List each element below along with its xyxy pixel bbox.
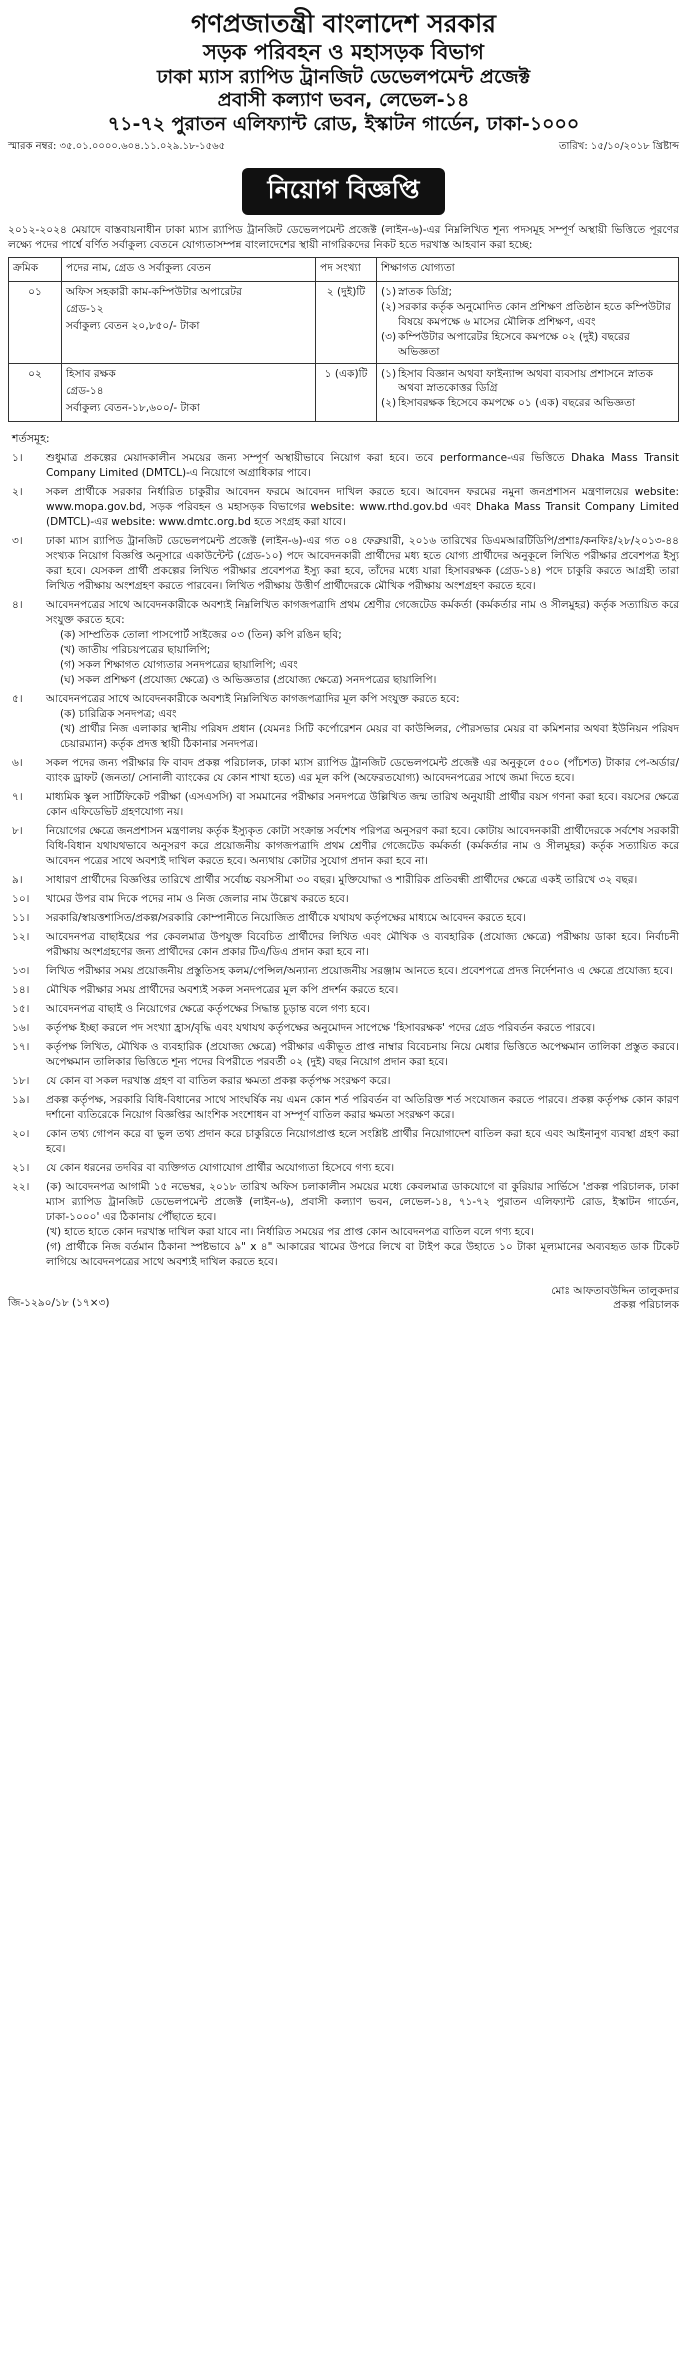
term-number: ১৬। (12, 1021, 30, 1034)
term-item (8, 1093, 679, 1123)
term-text: সাধারণ প্রার্থীদের বিজ্ঞপ্তির তারিখে প্রার্থীর সর্বোচ্চ বয়সসীমা ৩০ বছর। মুক্তিযোদ্ধা ও শারীরিক প্রতিবন্ধী প্রার্থীদের ক্ষেত্রে একই তারিখে ৩২ বছর। (46, 873, 638, 886)
term-body (46, 534, 679, 594)
term-body (46, 930, 679, 960)
term-body (46, 964, 679, 979)
term-body (46, 1040, 679, 1070)
term-number: ২০। (12, 1127, 30, 1140)
signer-title: প্রকল্প পরিচালক (613, 1299, 679, 1312)
row-qualification (377, 363, 679, 421)
term-number: ১১। (12, 911, 30, 924)
term-item (8, 756, 679, 786)
term-item (8, 824, 679, 869)
term-number: ৯। (12, 873, 23, 886)
term-text: আবেদনপত্র বাছাইয়ের পর কেবলমাত্র উপযুক্ত বিবেচিত প্রার্থীদের লিখিত এবং মৌখিক ও ব্যবহারিক (প্রযোজ্য ক্ষেত্রে) পরীক্ষায় ডাকা হবে। নির্বাচনী পরীক্ষায় অংশগ্রহণের জন্য প্রার্থীদের কোন প্রকার টিএ/ডিএ প্রদান করা হবে না। (46, 930, 679, 958)
term-text: নিয়োগের ক্ষেত্রে জনপ্রশাসন মন্ত্রণালয় কর্তৃক ইস্যুকৃত কোটা সংক্রান্ত সর্বশেষ পরিপত্র অনুসরণ করা হবে। কোটায় আবেদনকারী প্রার্থীদেরকে সর্বশেষ সরকারী বিধি-বিধান যথাযথভাবে অনুসরণ করে প্রয়োজনীয় কাগজপত্রাদি প্রথম শ্রেণীর গেজেটেড কর্মকর্তা (কর্মকর্তার নাম ও সীলমুহর) কর্তৃক সত্যায়িত করে আবেদন পত্রের সাথে অবশ্যই দাখিল করতে হবে। অন্যথায় কোটার সুযোগ প্রদান করা হবে না। (46, 824, 679, 867)
term-text: কোন তথ্য গোপন করে বা ভুল তথ্য প্রদান করে চাকুরিতে নিয়োগপ্রাপ্ত হলে সংশ্লিষ্ট প্রার্থীর নিয়োগাদেশ বাতিল করা হবে এবং আইনানুগ ব্যবস্থা গ্রহণ করা হবে। (46, 1127, 679, 1155)
term-item (8, 451, 679, 481)
qualification-item (381, 396, 674, 411)
table-header-row (9, 258, 679, 282)
term-text: সকল পদের জন্য পরীক্ষার ফি বাবদ প্রকল্প পরিচালক, ঢাকা ম্যাস র‍্যাপিড ট্রানজিট ডেভেলপমেন্ট প্রজেক্ট এর অনুকূলে ৫০০ (পাঁচশত) টাকার পে-অর্ডার/ব্যাংক ড্রাফট (জনতা/ সোনালী ব্যাংকের যে কোন শাখা হতে) এর মূল কপি (অফেরতযোগ্য) আবেদনপত্রের সাথে জমা দিতে হবে। (46, 756, 679, 784)
division-name: সড়ক পরিবহন ও মহাসড়ক বিভাগ (203, 40, 484, 65)
table-row (9, 363, 679, 421)
qualification-text: হিসাবরক্ষক হিসেবে কমপক্ষে ০১ (এক) বছরের অভিজ্ঞতা (398, 397, 636, 410)
term-item (8, 1002, 679, 1017)
term-body (46, 824, 679, 869)
term-number: ৮। (12, 824, 23, 837)
post-name: অফিস সহকারী কাম-কম্পিউটার অপারেটর (66, 286, 242, 299)
term-body (46, 892, 679, 907)
office-building: প্রবাসী কল্যাণ ভবন, লেভেল-১৪ (217, 89, 470, 112)
post-salary: সর্বাকুল্য বেতন-১৮,৬০০/- টাকা (66, 401, 200, 414)
memo-number: স্মারক নম্বর: ৩৫.০১.০০০০.৬০৪.১১.০২৯.১৮-১৫৬৫ (8, 140, 226, 152)
term-number: ১৪। (12, 983, 30, 996)
header-count: পদ সংখ্যা (316, 258, 377, 282)
term-text: লিখিত পরীক্ষার সময় প্রয়োজনীয় প্রস্তুতিসহ কলম/পেন্সিল/অন্যান্য প্রয়োজনীয় সরঞ্জাম আনতে হবে। প্রবেশপত্রে প্রদত্ত নির্দেশনাও এ ক্ষেত্রে প্রযোজ্য হবে। (46, 964, 673, 977)
term-subitem: (খ) হাতে হাতে কোন দরখাস্ত দাখিল করা যাবে না। নির্ধারিত সময়ের পর প্রাপ্ত কোন আবেদনপত্র বাতিল বলে গণ্য হবে। (46, 1225, 535, 1238)
notice-page (8, 8, 679, 2350)
row-serial: ০১ (9, 282, 62, 363)
header-serial: ক্রমিক (9, 258, 62, 282)
post-salary: সর্বাকুল্য বেতন ২০,৮৫০/- টাকা (66, 320, 200, 333)
term-subitem: (ঘ) সকল প্রশিক্ষণ (প্রযোজ্য ক্ষেত্রে) ও অভিজ্ঞতার (প্রযোজ্য ক্ষেত্রে) সনদপত্রের ছায়ালিপি। (60, 673, 437, 686)
term-item (8, 1161, 679, 1176)
term-body (46, 485, 679, 530)
term-item (8, 873, 679, 888)
term-number: ৬। (12, 756, 23, 769)
term-text: আবেদনপত্র বাছাই ও নিয়োগের ক্ষেত্রে কর্তৃপক্ষের সিদ্ধান্ত চূড়ান্ত বলে গণ্য হবে। (46, 1002, 370, 1015)
term-number: ১৩। (12, 964, 30, 977)
qualification-number: (১) (381, 367, 397, 380)
term-item (8, 892, 679, 907)
term-subitem: (ক) চারিত্রিক সনদপত্র; এবং (60, 707, 177, 720)
term-item (8, 964, 679, 979)
terms-heading: শর্তসমূহ: (12, 431, 50, 445)
project-name: ঢাকা ম্যাস র‍্যাপিড ট্রানজিট ডেভেলপমেন্ট প্রজেক্ট (156, 65, 531, 88)
term-number: ১। (12, 451, 23, 464)
qualification-text: কম্পিউটার অপারেটর হিসেবে কমপক্ষে ০২ (দুই) বছরের অভিজ্ঞতা (398, 330, 630, 358)
term-body (46, 1093, 679, 1123)
qualification-text: হিসাব বিজ্ঞান অথবা ফাইন্যান্স অথবা ব্যবসায় প্রশাসনে স্নাতক অথবা স্নাতকোত্তর ডিগ্রি (398, 367, 654, 395)
vacancy-table (8, 257, 679, 421)
notice-title: নিয়োগ বিজ্ঞপ্তি (242, 168, 446, 215)
term-number: ৩। (12, 534, 23, 547)
row-serial: ০২ (9, 363, 62, 421)
term-text: মৌখিক পরীক্ষার সময় প্রার্থীদের অবশ্যই সকল সনদপত্রের মূল কপি প্রদর্শন করতে হবে। (46, 983, 399, 996)
term-text: আবেদনপত্রের সাথে আবেদনকারীকে অবশ্যই নিম্নলিখিত কাগজপত্রাদি প্রথম শ্রেণীর গেজেটেড কর্মকর্তা (কর্মকর্তার নাম ও সীলমুহর) কর্তৃক সত্যায়িত করে সংযুক্ত করতে হবে: (46, 598, 679, 626)
term-item (8, 692, 679, 752)
term-subitem: (গ) প্রার্থীকে নিজ বর্তমান ঠিকানা স্পষ্টভাবে ৯" x ৪" আকারের খামের উপরে লিখে বা টাইপ করে উহাতে ১০ টাকা মূল্যমানের অব্যবহৃত ডাক টিকেট লাগিয়ে আবেদনপত্রের সাথে অবশ্যই দাখিল করতে হবে। (46, 1240, 679, 1268)
term-number: ১২। (12, 930, 30, 943)
term-subitem: (খ) প্রার্থীর নিজ এলাকার স্থানীয় পরিষদ প্রধান (যেমনঃ সিটি কর্পোরেশন মেয়র বা কাউন্সিলর, পৌরসভার মেয়র বা কমিশনার অথবা ইউনিয়ন পরিষদ চেয়ারম্যান) কর্তৃক প্রদত্ত স্থায়ী ঠিকানার সনদপত্র। (60, 722, 679, 750)
qualification-text: সরকার কর্তৃক অনুমোদিত কোন প্রশিক্ষণ প্রতিষ্ঠান হতে কম্পিউটার বিষয়ে কমপক্ষে ৬ মাসের মৌলিক প্রশিক্ষণ, এবং (398, 301, 671, 329)
term-text: সরকারি/স্বায়ত্তশাসিত/প্রকল্প/সরকারি কোম্পানীতে নিয়োজিত প্রার্থীকে যথাযথ কর্তৃপক্ষের মাধ্যমে আবেদন করতে হবে। (46, 911, 526, 924)
post-grade: গ্রেড-১২ (66, 303, 104, 316)
term-text: খামের উপর বাম দিকে পদের নাম ও নিজ জেলার নাম উল্লেখ করতে হবে। (46, 892, 349, 905)
term-text: যে কোন বা সকল দরখাস্ত গ্রহণ বা বাতিল করার ক্ষমতা প্রকল্প কর্তৃপক্ষ সংরক্ষণ করে। (46, 1074, 391, 1087)
term-number: ৫। (12, 692, 23, 705)
term-body (46, 790, 679, 820)
qualification-item (381, 330, 674, 360)
term-subitem: (ক) সাম্প্রতিক তোলা পাসপোর্ট সাইজের ০৩ (তিন) কপি রঙিন ছবি; (60, 628, 342, 641)
term-item (8, 598, 679, 688)
term-subitem: (গ) সকল শিক্ষাগত যোগ্যতার সনদপত্রের ছায়ালিপি; এবং (60, 658, 298, 671)
footer (8, 1284, 679, 1313)
term-text: (ক) আবেদনপত্র আগামী ১৫ নভেম্বর, ২০১৮ তারিখ অফিস চলাকালীন সময়ের মধ্যে কেবলমাত্র ডাকযোগে বা কুরিয়ার সার্ভিসে 'প্রকল্প পরিচালক, ঢাকা ম্যাস র‍্যাপিড ট্রানজিট ডেভেলপমেন্ট প্রজেক্ট (লাইন-৬), প্রবাসী কল্যাণ ভবন, লেভেল-১৪, ৭১-৭২ পুরাতন এলিফ্যান্ট রোড, ইস্কাটন গার্ডেন, ঢাকা-১০০০' এর ঠিকানায় পৌঁছাতে হবে। (46, 1180, 679, 1223)
term-body (46, 598, 679, 688)
row-count: ১ (এক)টি (316, 363, 377, 421)
term-item (8, 1021, 679, 1036)
term-number: ৭। (12, 790, 23, 803)
term-item (8, 790, 679, 820)
term-item (8, 1127, 679, 1157)
row-count: ২ (দুই)টি (316, 282, 377, 363)
term-number: ২২। (12, 1180, 30, 1193)
header-post: পদের নাম, গ্রেড ও সর্বাকুল্য বেতন (62, 258, 316, 282)
term-item (8, 1074, 679, 1089)
term-text: কর্তৃপক্ষ লিখিত, মৌখিক ও ব্যবহারিক (প্রযোজ্য ক্ষেত্রে) পরীক্ষার একীভূত প্রাপ্ত নাম্বার বিবেচনায় নিয়ে মেধার ভিত্তিতে অপেক্ষমান তালিকা প্রস্তুত করবে। অপেক্ষমান তালিকার ভিত্তিতে শূন্য পদের বিপরীতে পরবর্তী ০২ (দুই) বছর নিয়োগ প্রদান করা হবে। (46, 1040, 679, 1068)
term-text: মাধ্যমিক স্কুল সার্টিফিকেট পরীক্ষা (এসএসসি) বা সমমানের পরীক্ষার সনদপত্রে উল্লিখিত জন্ম তারিখ অনুযায়ী প্রার্থীর বয়স গণনা করা হবে। বয়সের ক্ষেত্রে কোন এফিডেভিট গ্রহণযোগ্য নয়। (46, 790, 679, 818)
govt-name: গণপ্রজাতন্ত্রী বাংলাদেশ সরকার (191, 9, 496, 38)
post-grade: গ্রেড-১৪ (66, 384, 104, 397)
term-number: ১৯। (12, 1093, 30, 1106)
term-body (46, 1161, 679, 1176)
post-name: হিসাব রক্ষক (66, 367, 116, 380)
term-body (46, 451, 679, 481)
term-body (46, 1002, 679, 1017)
term-number: ১৮। (12, 1074, 30, 1087)
term-number: ১৫। (12, 1002, 30, 1015)
memo-line (8, 139, 679, 156)
term-body (46, 692, 679, 752)
term-item (8, 534, 679, 594)
term-text: শুধুমাত্র প্রকল্পের মেয়াদকালীন সময়ের জন্য সম্পূর্ণ অস্থায়ীভাবে নিয়োগ করা হবে। তবে performance-এর ভিত্তিতে Dhaka Mass Transit Company Limited (DMTCL)-এ নিয়োগে অগ্রাধিকার পাবে। (46, 451, 679, 479)
term-text: আবেদনপত্রের সাথে আবেদনকারীকে অবশ্যই নিম্নলিখিত কাগজপত্রাদির মূল কপি সংযুক্ত করতে হবে: (46, 692, 460, 705)
notice-date: তারিখ: ১৫/১০/২০১৮ খ্রিষ্টাব্দ (559, 140, 679, 152)
letterhead (8, 8, 679, 137)
signature-block (551, 1284, 679, 1313)
row-qualification (377, 282, 679, 363)
term-text: সকল প্রার্থীকে সরকার নির্ধারিত চাকুরীর আবেদন ফরমে আবেদন দাখিল করতে হবে। আবেদন ফরমের নমুনা জনপ্রশাসন মন্ত্রণালয়ের website: www.mopa.gov.bd, সড়ক পরিবহন ও মহাসড়ক বিভাগের website: www.rthd.gov.bd এবং Dhaka Mass Transit Company Limited (DMTCL)-এর website: www.dmtc.org.bd হতে সংগ্রহ করা যাবে। (46, 485, 679, 528)
term-text: ঢাকা ম্যাস র‍্যাপিড ট্রানজিট ডেভেলপমেন্ট প্রজেক্ট (লাইন-৬)-এর গত ০৪ ফেব্রুয়ারী, ২০১৬ তারিখের ডিএমআরটিডিপি/প্রশাঃ/কনফিঃ/২৮/২০১৩-৪৪ সংখ্যক নিয়োগ বিজ্ঞপ্তি অনুসারে একাউন্টেন্ট (গ্রেড-১০) পদে আবেদনকারী প্রার্থীদের মধ্য হতে যোগ্য প্রার্থীদের অনুকূলে লিখিত পরীক্ষার প্রবেশপত্র ইস্যু করা হবে। যেসকল প্রার্থী প্রকল্পের লিখিত পরীক্ষার প্রবেশপত্র ইস্যু করা হবে, তাঁদের মধ্যে যারা হিসাবরক্ষক (গ্রেড-১৪) পদে চাকুরি করতে আগ্রহী তারা লিখিত পরীক্ষায় অংশগ্রহণ করতে পারবেন। লিখিত পরীক্ষায় উত্তীর্ণ প্রার্থীদেরকে মৌখিক পরীক্ষায় অংশগ্রহণ করতে হবে। (46, 534, 679, 592)
header-qualification: শিক্ষাগত যোগ্যতা (377, 258, 679, 282)
qualification-number: (১) (381, 286, 397, 299)
signer-name: মোঃ আফতাবউদ্দিন তালুকদার (551, 1284, 679, 1297)
term-text: কর্তৃপক্ষ ইচ্ছা করলে পদ সংখ্যা হ্রাস/বৃদ্ধি এবং যথাযথ কর্তৃপক্ষের অনুমোদন সাপেক্ষে 'হিসাবরক্ষক' পদের গ্রেড পরিবর্তন করতে পারবে। (46, 1021, 596, 1034)
term-number: ১৭। (12, 1040, 30, 1053)
row-post (62, 282, 316, 363)
qualification-item (381, 367, 674, 397)
term-body (46, 1074, 679, 1089)
term-body (46, 873, 679, 888)
print-code: জি-১২৯০/১৮ (১৭×৩) (8, 1296, 110, 1309)
term-item (8, 983, 679, 998)
qualification-number: (৩) (381, 330, 397, 343)
term-text: প্রকল্প কর্তৃপক্ষ, সরকারি বিধি-বিধানের সাথে সাংঘর্ষিক নয় এমন কোন শর্ত পরিবর্তন বা অতিরিক্ত শর্ত সংযোজন করতে পারবে। প্রকল্প কর্তৃপক্ষ কোন কারণ দর্শানো ব্যতিরেকে নিয়োগ বিজ্ঞপ্তির আংশিক সংশোধন বা সম্পূর্ণ বাতিল করার ক্ষমতা সংরক্ষণ করে। (46, 1093, 679, 1121)
office-address: ৭১-৭২ পুরাতন এলিফ্যান্ট রোড, ইস্কাটন গার্ডেন, ঢাকা-১০০০ (107, 113, 580, 135)
term-number: ১০। (12, 892, 30, 905)
qualification-text: স্নাতক ডিগ্রি; (398, 286, 453, 299)
term-item (8, 485, 679, 530)
term-number: ৪। (12, 598, 23, 611)
qualification-item (381, 285, 674, 300)
term-body (46, 1127, 679, 1157)
term-body (46, 1021, 679, 1036)
terms-list (8, 451, 679, 1270)
row-post (62, 363, 316, 421)
qualification-number: (২) (381, 301, 397, 314)
intro-paragraph: ২০১২-২০২৪ মেয়াদে বাস্তবায়নাধীন ঢাকা ম্যাস র‍্যাপিড ট্রানজিট ডেভেলপমেন্ট প্রজেক্ট (লাইন-৬)-এর নিম্নলিখিত শূন্য পদসমূহ সম্পূর্ণ অস্থায়ী ভিত্তিতে পূরণের লক্ষ্যে পদের পার্শ্বে বর্ণিত সর্বাকুল্য বেতনে যোগ্যতাসম্পন্ন বাংলাদেশের স্থায়ী নাগরিকদের নিকট হতে দরখাস্ত আহবান করা হচ্ছে: (8, 223, 679, 252)
term-body (46, 756, 679, 786)
qualification-item (381, 300, 674, 330)
term-number: ২১। (12, 1161, 30, 1174)
term-body (46, 983, 679, 998)
term-item (8, 911, 679, 926)
term-number: ২। (12, 485, 23, 498)
term-subitem: (খ) জাতীয় পরিচয়পত্রের ছায়ালিপি; (60, 643, 211, 656)
qualification-number: (২) (381, 397, 397, 410)
term-item (8, 1040, 679, 1070)
term-body (46, 1180, 679, 1270)
term-item (8, 1180, 679, 1270)
term-item (8, 930, 679, 960)
table-row (9, 282, 679, 363)
term-text: যে কোন ধরনের তদবির বা ব্যক্তিগত যোগাযোগ প্রার্থীর অযোগ্যতা হিসেবে গণ্য হবে। (46, 1161, 395, 1174)
term-body (46, 911, 679, 926)
